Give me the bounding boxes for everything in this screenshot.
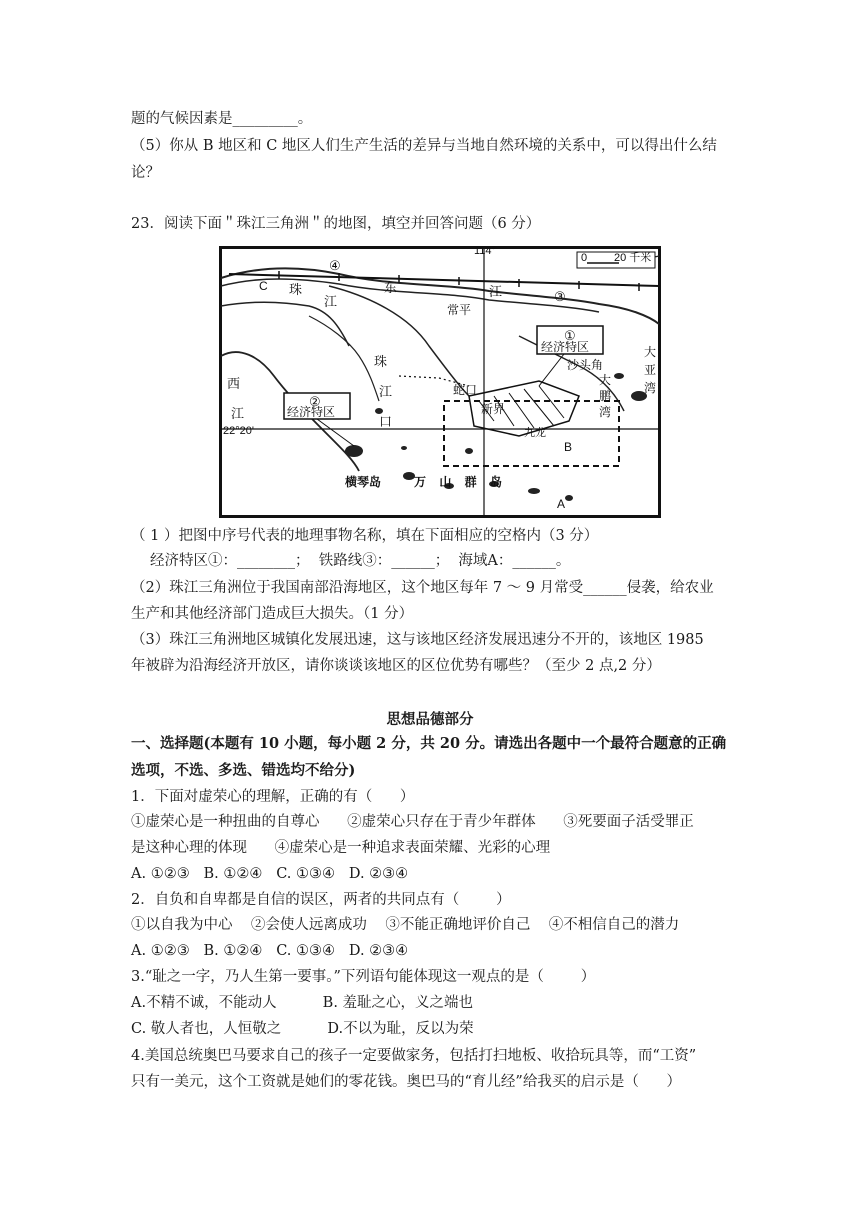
map-label-jiang: 江 — [231, 406, 245, 421]
map-label-peng: 鹏 — [599, 389, 612, 403]
text-line: 是这种心理的体现 ④虚荣心是一种追求表面荣耀、光彩的心理 — [131, 840, 551, 856]
map-longitude-label: 114° — [474, 246, 496, 257]
text-line: 只有一美元，这个工资就是她们的零花钱。奥巴马的“育儿经”给我买的启示是（ ） — [131, 1074, 681, 1090]
map-label-wan: 湾 — [599, 405, 612, 419]
map-label-hengqin: 横琴岛 — [345, 475, 382, 489]
question-2: 2．自负和自卑都是自信的误区，两者的共同点有（ ） — [131, 892, 511, 908]
section-instructions: 一、选择题(本题有 10 小题，每小题 2 分，共 20 分。请选出各题中一个最符合题意的正确 — [131, 735, 727, 752]
text-line: ①以自我为中心 ②会使人远离成功 ③不能正确地评价自己 ④不相信自己的潜力 — [131, 917, 680, 933]
map-label-zhu: 珠 — [374, 354, 388, 369]
map-scale-label: 20 千米 — [614, 252, 652, 264]
options: A. ①②③ B. ①②④ C. ①③④ D. ②③④ — [131, 943, 409, 959]
text-line: （5）你从 B 地区和 C 地区人们生产生活的差异与当地自然环境的关系中，可以得出什么结 — [131, 138, 717, 154]
map-latitude-label: 22°20' — [223, 425, 254, 437]
map-label-shatoujiao: 沙头角 — [567, 358, 604, 372]
text-line: 经济特区①：________； 铁路线③：______； 海域A：______。 — [150, 553, 571, 569]
options: A. ①②③ B. ①②④ C. ①③④ D. ②③④ — [131, 866, 409, 882]
text-line: （3）珠江三角洲地区城镇化发展迅速，这与该地区经济发展迅速分不开的，该地区 1985 — [131, 632, 704, 648]
question-3: 3.“耻之一字，乃人生第一要事。”下列语句能体现这一观点的是（ ） — [131, 969, 596, 985]
map-label-xi: 西 — [227, 376, 241, 391]
map-label-xinjie: 新界 — [481, 402, 506, 416]
section-title: 思想品德部分 — [386, 711, 474, 728]
question-4: 4.美国总统奥巴马要求自己的孩子一定要做家务，包括打扫地板、收拾玩具等，而“工资” — [131, 1048, 697, 1064]
map-label-2: ② — [309, 394, 321, 409]
text-line: （ 1 ）把图中序号代表的地理事物名称，填在下面相应的空格内（3 分） — [131, 528, 599, 544]
map-label-da: 大 — [599, 373, 612, 387]
map-label-jiulong: 九龙 — [524, 427, 546, 439]
options: A.不精不诚，不能动人 B. 羞耻之心，义之端也 — [131, 995, 474, 1011]
map-label-jiang: 江 — [489, 284, 503, 299]
map-label-4: ④ — [329, 258, 341, 273]
map-label-da: 大 — [644, 345, 657, 359]
text-line: 论？ — [131, 165, 160, 181]
map-label-b: B — [564, 440, 573, 454]
map-label-a: A — [557, 497, 566, 511]
map-label-1: ① — [564, 328, 576, 343]
question-1: 1．下面对虚荣心的理解，正确的有（ ） — [131, 789, 415, 805]
options: C. 敬人者也，人恒敬之 D.不以为耻，反以为荣 — [131, 1021, 474, 1037]
text-line: （2）珠江三角洲位于我国南部沿海地区，这个地区每年 7 ～ 9 月常受______侵袭，给农业 — [131, 580, 714, 596]
map-label-c: C — [259, 279, 268, 293]
map-scale-zero: 0 — [581, 252, 588, 264]
map-label-zhu: 珠 — [289, 282, 303, 297]
map-label-wanshan: 万 山 群 岛 — [414, 475, 503, 489]
map-label-shekou: 蛇口 — [453, 383, 478, 397]
text-line: 生产和其他经济部门造成巨大损失。（1 分） — [131, 606, 414, 622]
question-23: 23．阅读下面＂珠江三角洲＂的地图，填空并回答问题（6 分） — [131, 216, 541, 232]
text-line: 题的气候因素是_________。 — [131, 111, 313, 127]
map-zone2-label: 经济特区 — [287, 405, 336, 419]
map-label-jiang: 江 — [379, 384, 393, 399]
map-label-changping: 常平 — [447, 303, 472, 317]
map-label-dong: 东 — [384, 280, 398, 295]
map-label-wan: 湾 — [644, 381, 657, 395]
map-label-ya: 亚 — [644, 363, 657, 377]
text-line: 年被辟为沿海经济开放区，请你谈谈该地区的区位优势有哪些？（至少 2 点,2 分） — [131, 658, 661, 674]
text-line: ①虚荣心是一种扭曲的自尊心 ②虚荣心只存在于青少年群体 ③死要面子活受罪正 — [131, 814, 694, 830]
section-instructions: 选项，不选、多选、错选均不给分) — [131, 762, 356, 779]
map-zone1-label: 经济特区 — [541, 340, 590, 354]
map-label-jiang: 江 — [324, 294, 338, 309]
pearl-river-delta-map — [219, 246, 661, 518]
map-label-3: ③ — [554, 289, 566, 304]
map-label-kou: 口 — [379, 414, 393, 429]
